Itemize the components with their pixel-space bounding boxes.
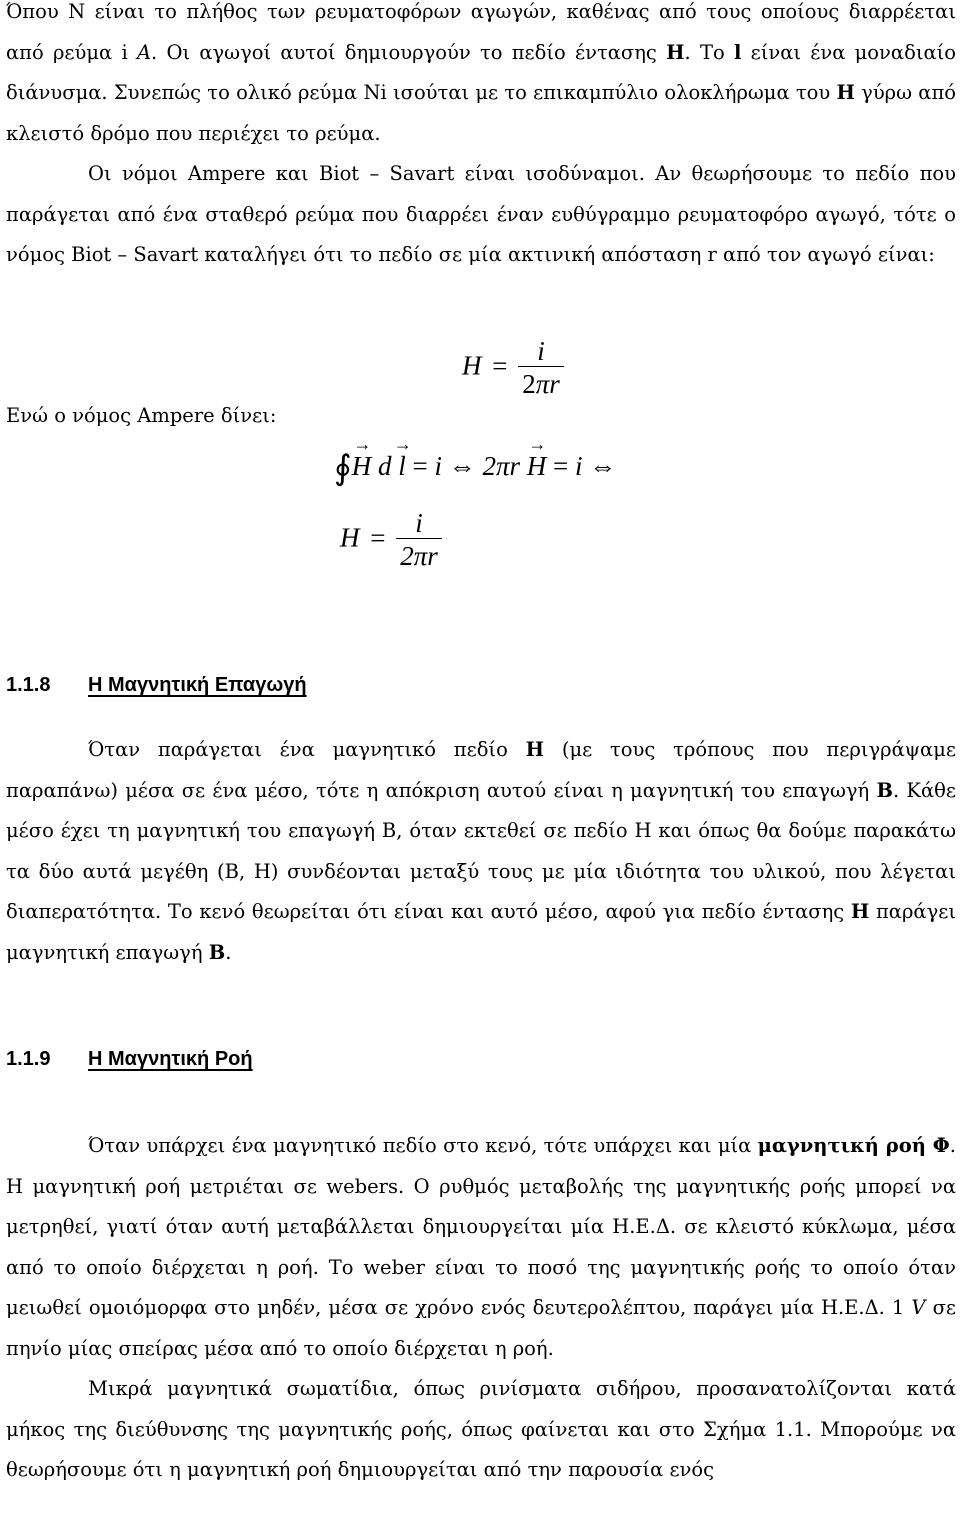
field-H-symbol-2: H bbox=[836, 81, 855, 104]
result-fraction bbox=[396, 508, 442, 573]
unit-vector-l-symbol: l bbox=[733, 40, 742, 64]
vector-H: → H bbox=[352, 451, 372, 482]
result-equals: = bbox=[370, 522, 386, 553]
filings-paragraph: Μικρά μαγνητικά σωματίδια, όπως ρινίσματα σιδήρου, προσανατολίζονται κατά μήκος της διεύθυνσης της μαγνητικής ροής, όπως φαίνεται και στο Σχήμα 1.1. Μπορούμε να θεωρήσουμε ότι η μαγνητική ροή δημιουργείται από την παρουσία ενός bbox=[6, 1377, 956, 1481]
result-numerator: i bbox=[415, 508, 423, 538]
iff-arrow-icon: ⇔ bbox=[448, 451, 476, 481]
result-denominator: 2πr bbox=[396, 538, 442, 573]
magnetic-flux-term: μαγνητική ροή Φ bbox=[757, 1134, 950, 1157]
ampere-integral-equation bbox=[334, 448, 616, 488]
intro-paragraph bbox=[6, 0, 956, 154]
induction-B-symbol: B bbox=[876, 778, 893, 802]
induction-B-symbol-2: B bbox=[208, 940, 226, 964]
flux-section-body bbox=[6, 1126, 956, 1491]
eq-equals-3: = bbox=[553, 451, 569, 481]
current-unit: A bbox=[136, 40, 152, 64]
closed-integral-symbol: ∮ bbox=[334, 450, 352, 487]
induction-paragraph: Όταν παράγεται ένα μαγνητικό πεδίο H (με τους τρόπους που περιγράψαμε παραπάνω) μέσα σε ένα μέσο, τότε η απόκριση αυτού είναι η μαγνητική του επαγωγή B. Κάθε μέσο έχει τη μαγνητική του επαγωγή B, όταν εκτεθεί σε πεδίο H και όπως θα δούμε παρακάτω τα δύο αυτά μεγέθη (B, H) συνδέονται μεταξύ τους με μία ιδιότητα του υλικού, που λέγεται διαπερατότητα. Το κενό θεωρείται ότι είναι και αυτό μέσο, αφού για πεδίο έντασης H παράγει μαγνητική επαγωγή B. bbox=[6, 738, 957, 964]
vector-H-2: → H bbox=[527, 451, 547, 482]
vector-l: → l bbox=[398, 451, 406, 482]
eq-equals-2: = bbox=[412, 451, 428, 481]
intro-text-5: γύρω από κλειστό δρόμο που περιέχει το ρεύμα. bbox=[6, 81, 956, 145]
section-title-2: Η Μαγνητική Ροή bbox=[88, 1048, 253, 1070]
intro-text-4: είναι ένα μοναδιαίο διάνυσμα. Συνεπώς το ολικό ρεύμα Ni ισούται με το επικαμπύλιο ολοκλήρωμα του bbox=[6, 40, 957, 104]
section-title: Η Μαγνητική Επαγωγή bbox=[88, 674, 307, 696]
laws-paragraph: Οι νόμοι Ampere και Biot – Savart είναι ισοδύναμοι. Αν θεωρήσουμε το πεδίο που παράγεται από ένα σταθερό ρεύμα που διαρρέει έναν ευθύγραμμο ρευματοφόρο αγωγό, τότε ο νόμος Biot – Savart καταλήγει ότι το πεδίο σε μία ακτινική απόσταση r από τον αγωγό είναι: bbox=[6, 162, 956, 266]
eq-denominator: 2πr bbox=[518, 366, 564, 401]
field-H-symbol: H bbox=[666, 40, 685, 64]
current-i-2: i bbox=[575, 451, 583, 481]
field-H-symbol-3: H bbox=[525, 738, 545, 761]
intro-text-3: . Το bbox=[684, 40, 734, 64]
result-equation bbox=[340, 508, 442, 573]
section-number-2: 1.1.9 bbox=[6, 1048, 51, 1070]
current-i: i bbox=[434, 451, 442, 481]
document-page bbox=[6, 0, 956, 276]
iff-arrow-icon-2: ⇔ bbox=[589, 451, 617, 481]
section-number: 1.1.8 bbox=[6, 674, 51, 696]
ampere-intro-line: Ενώ ο νόμος Ampere δίνει: bbox=[6, 404, 277, 427]
biot-savart-equation bbox=[462, 336, 564, 401]
flux-paragraph: Όταν υπάρχει ένα μαγνητικό πεδίο στο κενό, τότε υπάρχει και μία μαγνητική ροή Φ. Η μαγνητική ροή μετριέται σε webers. Ο ρυθμός μεταβολής της μαγνητικής ροής μπορεί να μετρηθεί, γιατί όταν αυτή μεταβάλλεται δημιουργείται μία Η.Ε.Δ. σε κλειστό κύκλωμα, μέσα από το οποίο διέρχεται η ροή. Το weber είναι το ποσό της μαγνητικής ροής το οποίο όταν μειωθεί ομοιόμορφα στο μηδέν, μέσα σε χρόνο ενός δευτερολέπτου, παράγει μία Η.Ε.Δ. 1 V σε πηνίο μίας σπείρας μέσα από το οποίο διέρχεται η ροή. bbox=[6, 1134, 956, 1360]
differential-d: d bbox=[377, 451, 392, 481]
eq-equals: = bbox=[492, 350, 508, 381]
intro-text-1: Όπου Ν είναι το πλήθος των ρευματοφόρων αγωγών, καθένας από τους οποίους διαρρέεται από ρεύμα i bbox=[6, 0, 956, 64]
result-lhs-H: H bbox=[340, 522, 360, 553]
eq-fraction bbox=[518, 336, 564, 401]
eq-numerator-i: i bbox=[537, 336, 545, 366]
two-pi-r: 2πr bbox=[482, 451, 521, 481]
intro-text-2: . Οι αγωγοί αυτοί δημιουργούν το πεδίο έντασης bbox=[151, 40, 667, 64]
eq-lhs-H: H bbox=[462, 350, 482, 381]
volt-unit: V bbox=[911, 1296, 926, 1319]
field-H-symbol-4: H bbox=[850, 900, 870, 923]
